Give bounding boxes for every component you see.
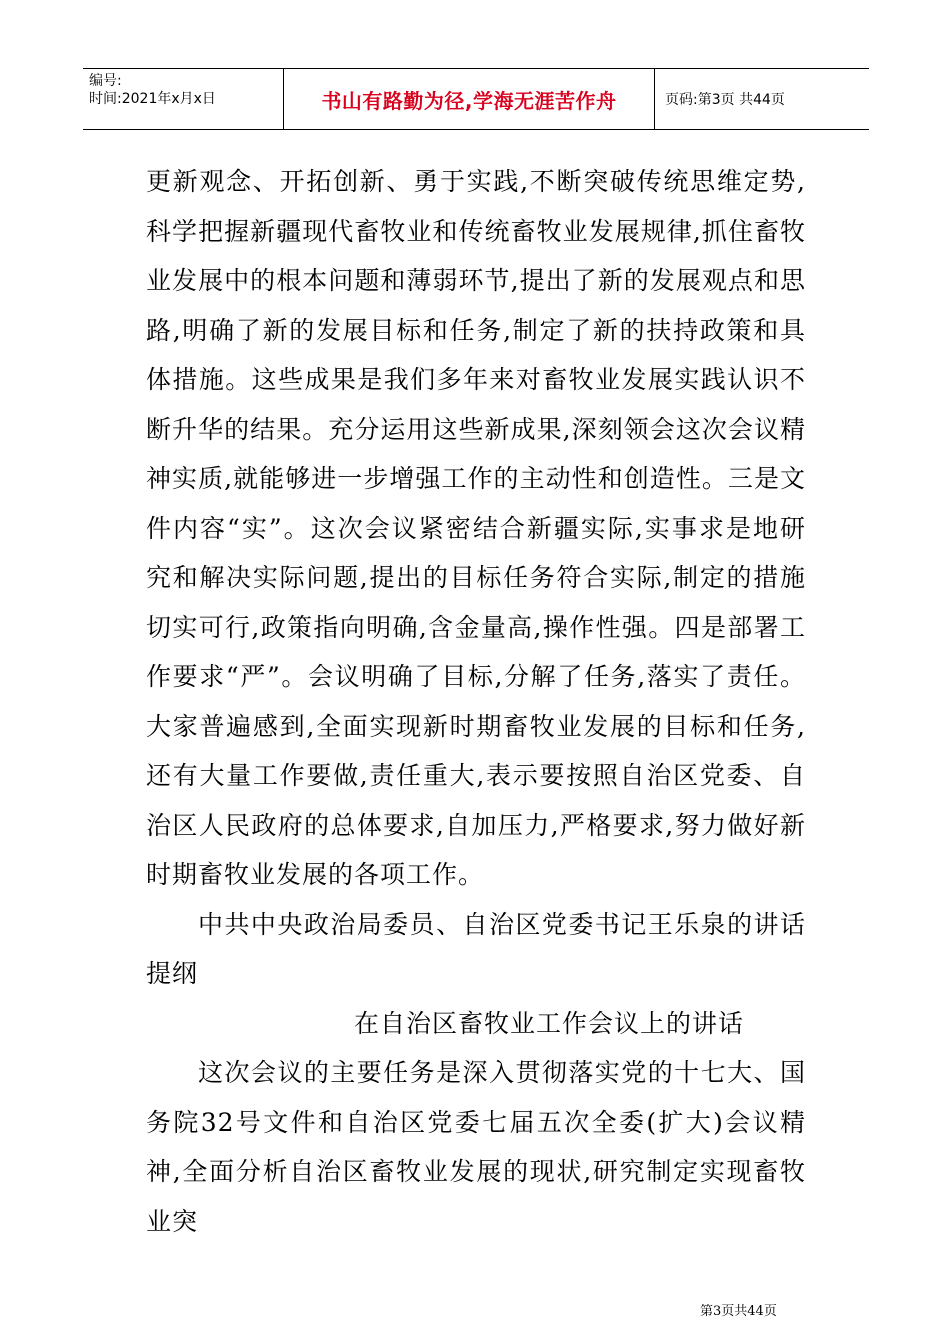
page-footer: 第3页共44页 bbox=[700, 1304, 777, 1319]
header-motto: 书山有路勤为径,学海无涯苦作舟 bbox=[321, 88, 617, 113]
header-meta bbox=[83, 69, 284, 129]
page-header bbox=[83, 68, 869, 130]
header-motto-cell bbox=[284, 69, 655, 129]
document-time: 时间:2021年x月x日 bbox=[89, 91, 216, 107]
body-paragraph-1: 更新观念、开拓创新、勇于实践,不断突破传统思维定势,科学把握新疆现代畜牧业和传统畜牧业发展规律,抓住畜牧业发展中的根本问题和薄弱环节,提出了新的发展观点和思路,明确了新的发展目标和任务,制定了新的扶持政策和具体措施。这些成果是我们多年来对畜牧业发展实践认识不断升华的结果。充分运用这些新成果,深刻领会这次会议精神实质,就能够进一步增强工作的主动性和创造性。三是文件内容“实”。这次会议紧密结合新疆实际,实事求是地研究和解决实际问题,提出的目标任务符合实际,制定的措施切实可行,政策指向明确,含金量高,操作性强。四是部署工作要求“严”。会议明确了目标,分解了任务,落实了责任。大家普遍感到,全面实现新时期畜牧业发展的目标和任务,还有大量工作要做,责任重大,表示要按照自治区党委、自治区人民政府的总体要求,自加压力,严格要求,努力做好新时期畜牧业发展的各项工作。 bbox=[146, 167, 806, 889]
header-page-cell bbox=[655, 69, 869, 129]
header-page-number: 页码:第3页 共44页 bbox=[665, 92, 785, 108]
speech-title: 在自治区畜牧业工作会议上的讲话 bbox=[354, 1008, 745, 1038]
document-number: 编号: bbox=[89, 73, 122, 89]
document-body bbox=[146, 157, 806, 1246]
body-paragraph-2: 中共中央政治局委员、自治区党委书记王乐泉的讲话提纲 bbox=[146, 909, 806, 988]
body-paragraph-4: 这次会议的主要任务是深入贯彻落实党的十七大、国务院32号文件和自治区党委七届五次全委(扩大)会议精神,全面分析自治区畜牧业发展的现状,研究制定实现畜牧业突 bbox=[146, 1058, 806, 1236]
